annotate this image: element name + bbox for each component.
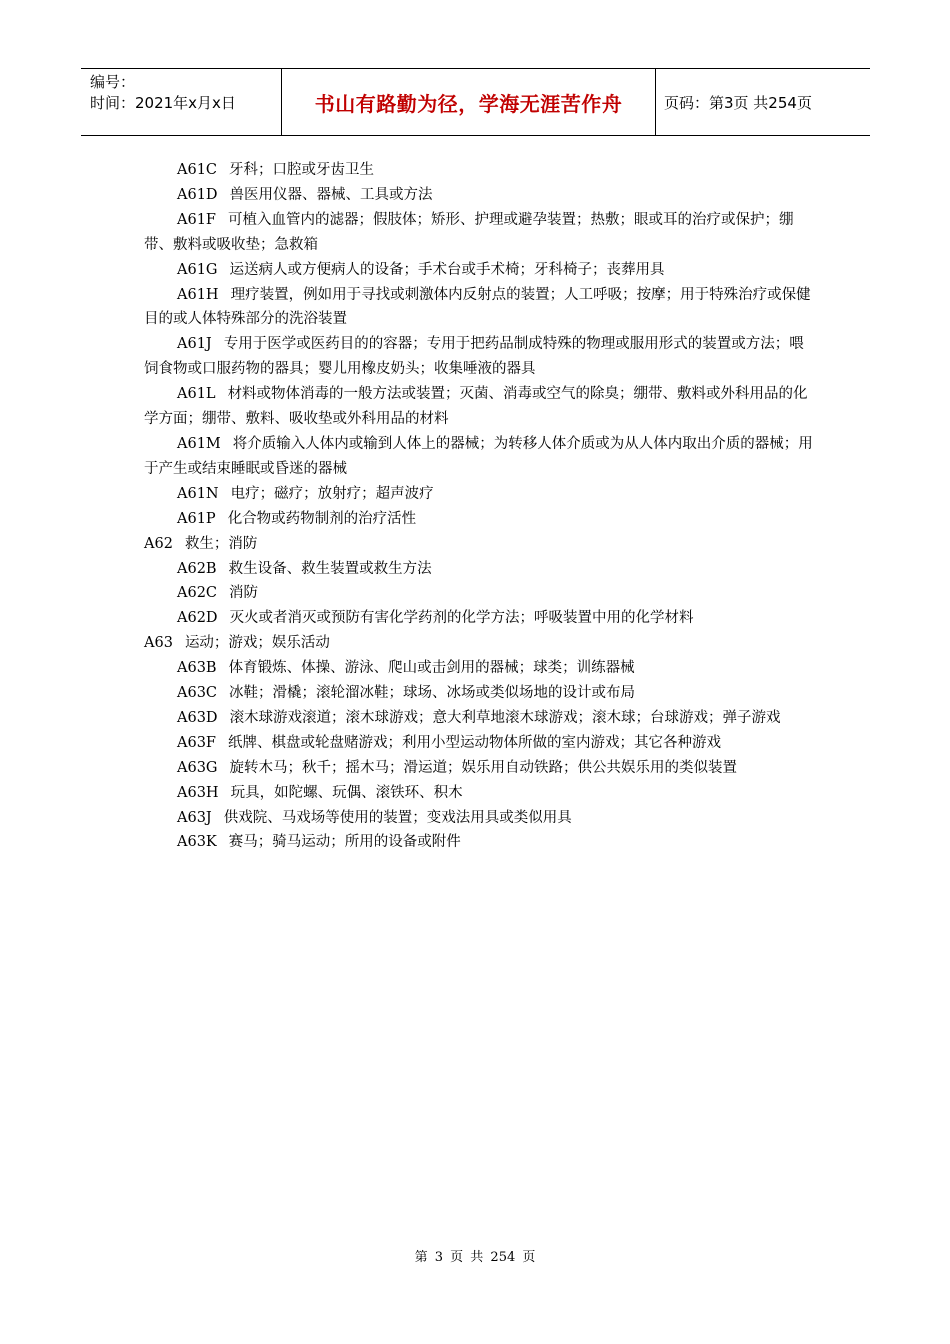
class-code: A62	[144, 535, 173, 552]
list-item	[144, 283, 814, 333]
class-code: A62D	[177, 610, 218, 627]
class-code: A61G	[177, 261, 218, 278]
list-item	[144, 557, 814, 582]
class-code: A61M	[177, 435, 221, 452]
header-motto-cell	[282, 69, 656, 135]
class-description: 理疗装置，例如用于寻找或刺激体内反射点的装置；人工呼吸；按摩；用于特殊治疗或保健目的或人体特殊部分的洗浴装置	[144, 286, 811, 328]
list-item	[144, 731, 814, 756]
list-item	[144, 606, 814, 631]
document-number-label: 编号：	[90, 73, 136, 91]
class-description: 消防	[229, 585, 259, 602]
class-description: 专用于医学或医药目的的容器；专用于把药品制成特殊的物理或服用形式的装置或方法；喂饲食物或口服药物的器具；婴儿用橡皮奶头；收集唾液的器具	[144, 336, 804, 378]
class-code: A62B	[177, 560, 217, 577]
class-description: 电疗；磁疗；放射疗；超声波疗	[230, 485, 434, 502]
classification-list	[144, 158, 814, 855]
class-description: 供戏院、马戏场等使用的装置；变戏法用具或类似用具	[223, 809, 572, 826]
list-item	[144, 183, 814, 208]
list-item	[144, 656, 814, 681]
class-description: 救生设备、救生装置或救生方法	[228, 560, 432, 577]
class-code: A61H	[177, 286, 219, 303]
class-description: 灭火或者消灭或预防有害化学药剂的化学方法；呼吸装置中用的化学材料	[229, 610, 694, 627]
class-description: 化合物或药物制剂的治疗活性	[227, 510, 417, 527]
class-code: A61N	[177, 485, 219, 502]
list-item	[144, 258, 814, 283]
list-item	[144, 781, 814, 806]
list-item	[144, 830, 814, 855]
class-description: 旋转木马；秋千；摇木马；滑运道；娱乐用自动铁路；供公共娱乐用的类似装置	[229, 759, 738, 776]
list-item	[144, 532, 814, 557]
class-code: A63J	[177, 809, 212, 826]
class-description: 可植入血管内的滤器；假肢体；矫形、护理或避孕装置；热敷；眼或耳的治疗或保护；绷带、敷料或吸收垫；急救箱	[144, 211, 794, 253]
class-code: A63	[144, 635, 173, 652]
class-code: A61P	[177, 510, 216, 527]
document-time: 时间：2021年x月x日	[90, 94, 236, 112]
class-description: 牙科；口腔或牙齿卫生	[229, 162, 375, 178]
class-description: 将介质输入人体内或输到人体上的器械；为转移人体介质或为从人体内取出介质的器械；用于产生或结束睡眠或昏迷的器械	[144, 435, 813, 477]
header-page-info-cell	[656, 69, 870, 135]
class-code: A62C	[177, 585, 218, 602]
list-item	[144, 706, 814, 731]
class-code: A63H	[177, 784, 219, 801]
list-item	[144, 208, 814, 258]
class-description: 滚木球游戏滚道；滚木球游戏；意大利草地滚木球游戏；滚木球；台球游戏；弹子游戏	[229, 709, 781, 726]
list-item	[144, 432, 814, 482]
list-item	[144, 382, 814, 432]
class-code: A63K	[177, 834, 217, 851]
header-page-info: 页码：第3页 共254页	[664, 93, 812, 112]
class-description: 救生；消防	[184, 535, 258, 552]
class-code: A61J	[177, 336, 212, 353]
class-description: 运送病人或方便病人的设备；手术台或手术椅；牙科椅子；丧葬用具	[229, 261, 665, 278]
class-description: 玩具，如陀螺、玩偶、滚铁环、积木	[230, 784, 463, 801]
class-description: 材料或物体消毒的一般方法或装置；灭菌、消毒或空气的除臭；绷带、敷料或外科用品的化学方面；绷带、敷料、吸收垫或外科用品的材料	[144, 386, 808, 428]
list-item	[144, 756, 814, 781]
class-code: A61F	[177, 211, 216, 228]
list-item	[144, 158, 814, 183]
class-description: 赛马；骑马运动；所用的设备或附件	[228, 834, 461, 851]
header-meta	[81, 69, 282, 135]
class-code: A63C	[177, 685, 218, 702]
list-item	[144, 507, 814, 532]
class-description: 兽医用仪器、器械、工具或方法	[229, 186, 433, 203]
class-code: A63F	[177, 734, 216, 751]
class-code: A63G	[177, 759, 218, 776]
class-code: A61D	[177, 186, 218, 203]
header-motto: 书山有路勤为径，学海无涯苦作舟	[314, 91, 623, 116]
class-description: 纸牌、棋盘或轮盘赌游戏；利用小型运动物体所做的室内游戏；其它各种游戏	[227, 734, 721, 751]
class-description: 体育锻炼、体操、游泳、爬山或击剑用的器械；球类；训练器械	[228, 660, 635, 677]
list-item	[144, 631, 814, 656]
list-item	[144, 681, 814, 706]
class-description: 运动；游戏；娱乐活动	[184, 635, 330, 652]
class-code: A63D	[177, 709, 218, 726]
class-code: A61L	[177, 386, 216, 403]
class-description: 冰鞋；滑橇；滚轮溜冰鞋；球场、冰场或类似场地的设计或布局	[229, 685, 636, 702]
list-item	[144, 332, 814, 382]
page-footer	[0, 1246, 950, 1265]
list-item	[144, 482, 814, 507]
class-code: A63B	[177, 660, 217, 677]
list-item	[144, 581, 814, 606]
class-code: A61C	[177, 162, 218, 178]
list-item	[144, 806, 814, 831]
page-header	[81, 68, 870, 136]
footer-page-number: 第 3 页 共 254 页	[414, 1250, 536, 1265]
